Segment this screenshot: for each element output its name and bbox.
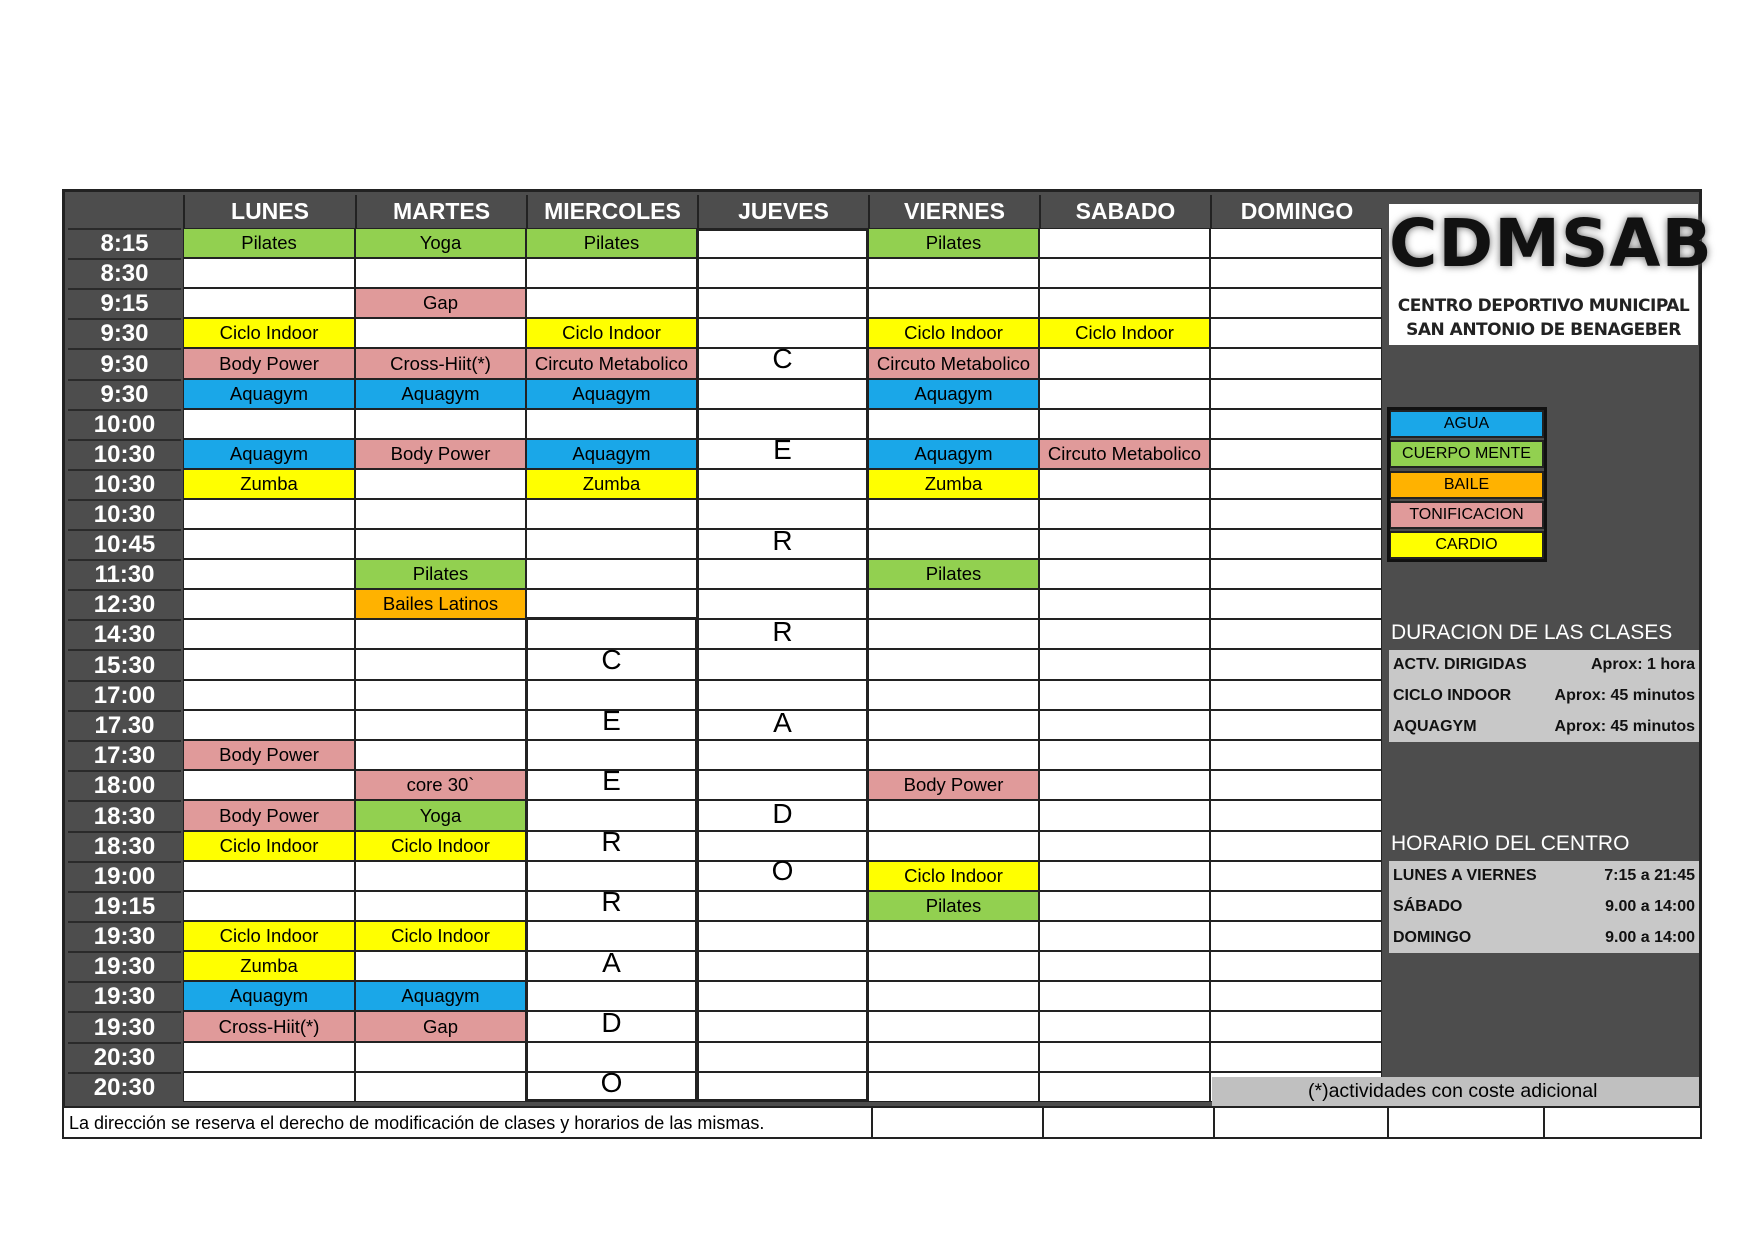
day-header-viernes: VIERNES bbox=[868, 195, 1039, 228]
empty-cell bbox=[1039, 288, 1210, 318]
empty-cell bbox=[1210, 1011, 1382, 1042]
empty-cell bbox=[355, 710, 526, 740]
empty-cell bbox=[868, 831, 1039, 861]
empty-cell bbox=[697, 258, 868, 288]
class-cell: Aquagym bbox=[355, 981, 526, 1011]
jueves-closed-letter: D bbox=[772, 798, 793, 829]
hours-title: HORARIO DEL CENTRO bbox=[1391, 832, 1630, 855]
empty-cell bbox=[355, 619, 526, 649]
empty-cell bbox=[1039, 589, 1210, 619]
time-label: 10:30 bbox=[68, 469, 181, 499]
empty-cell bbox=[183, 1072, 355, 1102]
empty-cell bbox=[697, 228, 868, 258]
empty-cell bbox=[868, 258, 1039, 288]
class-cell: Aquagym bbox=[526, 379, 697, 409]
duration-value: Aprox: 1 hora bbox=[1590, 656, 1695, 673]
empty-cell bbox=[1210, 228, 1382, 258]
class-cell: Ciclo Indoor bbox=[526, 318, 697, 348]
empty-cell bbox=[355, 1072, 526, 1102]
empty-cell bbox=[1039, 619, 1210, 649]
class-cell: Cross-Hiit(*) bbox=[355, 348, 526, 379]
time-label: 18:30 bbox=[68, 831, 181, 861]
class-cell: Aquagym bbox=[868, 439, 1039, 469]
empty-cell bbox=[697, 981, 868, 1011]
jueves-closed-letter: R bbox=[772, 525, 793, 556]
class-cell: Ciclo Indoor bbox=[183, 831, 355, 861]
empty-cell bbox=[183, 288, 355, 318]
empty-cell bbox=[1039, 921, 1210, 951]
empty-cell bbox=[183, 770, 355, 800]
hours-label: DOMINGO bbox=[1393, 929, 1472, 946]
jueves-closed-letter: E bbox=[773, 434, 792, 465]
empty-cell bbox=[355, 649, 526, 680]
empty-cell bbox=[1039, 469, 1210, 499]
class-cell: Aquagym bbox=[526, 439, 697, 469]
empty-cell bbox=[1210, 710, 1382, 740]
empty-cell bbox=[526, 258, 697, 288]
time-label: 8:30 bbox=[68, 258, 181, 288]
empty-cell bbox=[1039, 559, 1210, 589]
empty-cell bbox=[355, 318, 526, 348]
empty-cell bbox=[526, 529, 697, 559]
empty-cell bbox=[183, 409, 355, 439]
class-cell: Ciclo Indoor bbox=[355, 831, 526, 861]
empty-cell bbox=[1039, 831, 1210, 861]
empty-cell bbox=[526, 288, 697, 318]
class-cell: Ciclo Indoor bbox=[868, 318, 1039, 348]
empty-cell bbox=[1210, 921, 1382, 951]
footnote: (*)actividades con coste adicional bbox=[1212, 1077, 1699, 1106]
empty-cell bbox=[1039, 258, 1210, 288]
empty-cell bbox=[1210, 409, 1382, 439]
legend-agua: AGUA bbox=[1389, 410, 1544, 438]
empty-cell bbox=[1039, 409, 1210, 439]
miercoles-closed-letter: R bbox=[601, 826, 622, 857]
time-label: 10:45 bbox=[68, 529, 181, 559]
time-label: 12:30 bbox=[68, 589, 181, 619]
empty-cell bbox=[355, 680, 526, 710]
logo bbox=[1389, 204, 1713, 345]
duration-label: ACTV. DIRIGIDAS bbox=[1393, 656, 1527, 673]
hours-value: 7:15 a 21:45 bbox=[1604, 867, 1695, 884]
time-label: 9:30 bbox=[68, 318, 181, 348]
empty-cell bbox=[1039, 891, 1210, 921]
empty-cell bbox=[868, 288, 1039, 318]
empty-cell bbox=[1039, 348, 1210, 379]
class-cell: Zumba bbox=[183, 469, 355, 499]
empty-cell bbox=[1039, 228, 1210, 258]
class-cell: Zumba bbox=[526, 469, 697, 499]
empty-cell bbox=[697, 288, 868, 318]
empty-cell bbox=[697, 379, 868, 409]
hours-value: 9.00 a 14:00 bbox=[1605, 929, 1695, 946]
class-cell: core 30` bbox=[355, 770, 526, 800]
empty-cell bbox=[1210, 379, 1382, 409]
empty-cell bbox=[868, 951, 1039, 981]
class-cell: Pilates bbox=[526, 228, 697, 258]
empty-cell bbox=[1210, 891, 1382, 921]
empty-cell bbox=[1039, 800, 1210, 831]
empty-cell bbox=[868, 619, 1039, 649]
time-label: 9:30 bbox=[68, 348, 181, 379]
empty-cell bbox=[183, 891, 355, 921]
empty-cell bbox=[697, 770, 868, 800]
hours-row bbox=[1389, 892, 1699, 922]
empty-cell bbox=[1210, 469, 1382, 499]
time-label: 17:30 bbox=[68, 740, 181, 770]
duration-label: AQUAGYM bbox=[1393, 718, 1477, 735]
empty-cell bbox=[183, 649, 355, 680]
empty-cell bbox=[1210, 318, 1382, 348]
empty-cell bbox=[183, 619, 355, 649]
class-cell: Ciclo Indoor bbox=[183, 318, 355, 348]
time-label: 19:00 bbox=[68, 861, 181, 891]
legend-tonificacion: TONIFICACION bbox=[1389, 501, 1544, 529]
class-cell: Ciclo Indoor bbox=[183, 921, 355, 951]
hours-row bbox=[1389, 861, 1699, 891]
time-label: 19:30 bbox=[68, 951, 181, 981]
empty-cell bbox=[183, 499, 355, 529]
time-label: 20:30 bbox=[68, 1042, 181, 1072]
empty-cell bbox=[183, 861, 355, 891]
empty-cell bbox=[1210, 981, 1382, 1011]
bottom-divider bbox=[1543, 1108, 1545, 1137]
hours-block bbox=[1389, 861, 1699, 953]
class-cell: Ciclo Indoor bbox=[355, 921, 526, 951]
miercoles-closed-letter: D bbox=[601, 1007, 622, 1038]
time-label: 10:30 bbox=[68, 439, 181, 469]
empty-cell bbox=[1210, 800, 1382, 831]
miercoles-closed-letter: E bbox=[602, 705, 621, 736]
empty-cell bbox=[697, 921, 868, 951]
empty-cell bbox=[1210, 770, 1382, 800]
empty-cell bbox=[1210, 619, 1382, 649]
empty-cell bbox=[1039, 861, 1210, 891]
day-header-sabado: SABADO bbox=[1039, 195, 1210, 228]
empty-cell bbox=[355, 891, 526, 921]
bottom-divider bbox=[1042, 1108, 1044, 1137]
empty-cell bbox=[868, 740, 1039, 770]
empty-cell bbox=[697, 740, 868, 770]
empty-cell bbox=[183, 258, 355, 288]
duration-value: Aprox: 45 minutos bbox=[1554, 718, 1695, 735]
hours-row bbox=[1389, 923, 1699, 953]
empty-cell bbox=[868, 921, 1039, 951]
day-header-martes: MARTES bbox=[355, 195, 526, 228]
class-cell: Body Power bbox=[183, 348, 355, 379]
empty-cell bbox=[1210, 951, 1382, 981]
empty-cell bbox=[355, 951, 526, 981]
day-header-miercoles: MIERCOLES bbox=[526, 195, 697, 228]
time-label: 19:30 bbox=[68, 981, 181, 1011]
empty-cell bbox=[1210, 499, 1382, 529]
jueves-closed-letter: O bbox=[771, 855, 794, 886]
empty-cell bbox=[355, 1042, 526, 1072]
empty-cell bbox=[1210, 1042, 1382, 1072]
duration-row bbox=[1389, 712, 1699, 742]
empty-cell bbox=[183, 680, 355, 710]
empty-cell bbox=[183, 529, 355, 559]
empty-cell bbox=[868, 409, 1039, 439]
empty-cell bbox=[183, 559, 355, 589]
empty-cell bbox=[697, 1072, 868, 1102]
class-cell: Zumba bbox=[868, 469, 1039, 499]
empty-cell bbox=[1039, 740, 1210, 770]
empty-cell bbox=[183, 1042, 355, 1072]
empty-cell bbox=[868, 981, 1039, 1011]
duration-label: CICLO INDOOR bbox=[1393, 687, 1512, 704]
empty-cell bbox=[1039, 379, 1210, 409]
logo-title: CDMSAB bbox=[1389, 205, 1713, 282]
empty-cell bbox=[697, 589, 868, 619]
time-label: 14:30 bbox=[68, 619, 181, 649]
bottom-divider bbox=[1387, 1108, 1389, 1137]
empty-cell bbox=[355, 740, 526, 770]
empty-cell bbox=[868, 1011, 1039, 1042]
legend-cardio: CARDIO bbox=[1389, 531, 1544, 559]
class-cell: Pilates bbox=[183, 228, 355, 258]
time-label: 11:30 bbox=[68, 559, 181, 589]
empty-cell bbox=[697, 559, 868, 589]
class-cell: Circuto Metabolico bbox=[868, 348, 1039, 379]
empty-cell bbox=[868, 1072, 1039, 1102]
time-label: 19:15 bbox=[68, 891, 181, 921]
empty-cell bbox=[697, 649, 868, 680]
class-cell: Body Power bbox=[183, 740, 355, 770]
empty-cell bbox=[1210, 649, 1382, 680]
class-cell: Pilates bbox=[868, 559, 1039, 589]
duration-block bbox=[1389, 650, 1699, 742]
hours-value: 9.00 a 14:00 bbox=[1605, 898, 1695, 915]
empty-cell bbox=[1210, 529, 1382, 559]
class-cell: Zumba bbox=[183, 951, 355, 981]
empty-cell bbox=[1039, 680, 1210, 710]
empty-cell bbox=[526, 499, 697, 529]
class-cell: Body Power bbox=[868, 770, 1039, 800]
empty-cell bbox=[1039, 1042, 1210, 1072]
miercoles-closed-letter: E bbox=[602, 765, 621, 796]
day-header-jueves: JUEVES bbox=[697, 195, 868, 228]
empty-cell bbox=[1210, 740, 1382, 770]
legend-cuerpo-mente: CUERPO MENTE bbox=[1389, 440, 1544, 468]
day-header-lunes: LUNES bbox=[183, 195, 355, 228]
hours-label: LUNES A VIERNES bbox=[1393, 867, 1537, 884]
time-label: 10:00 bbox=[68, 409, 181, 439]
empty-cell bbox=[183, 589, 355, 619]
empty-cell bbox=[1039, 951, 1210, 981]
class-cell: Yoga bbox=[355, 228, 526, 258]
logo-subtitle-line1: CENTRO DEPORTIVO MUNICIPAL bbox=[1397, 296, 1690, 316]
empty-cell bbox=[1210, 559, 1382, 589]
class-cell: Aquagym bbox=[183, 981, 355, 1011]
empty-cell bbox=[1039, 770, 1210, 800]
empty-cell bbox=[1039, 1072, 1210, 1102]
empty-cell bbox=[355, 258, 526, 288]
class-cell: Pilates bbox=[868, 228, 1039, 258]
class-cell: Gap bbox=[355, 1011, 526, 1042]
disclaimer: La dirección se reserva el derecho de modificación de clases y horarios de las mismas. bbox=[69, 1113, 765, 1133]
empty-cell bbox=[868, 800, 1039, 831]
time-label: 10:30 bbox=[68, 499, 181, 529]
duration-row bbox=[1389, 681, 1699, 711]
empty-cell bbox=[526, 559, 697, 589]
empty-cell bbox=[1210, 831, 1382, 861]
jueves-closed-letter: A bbox=[773, 707, 792, 738]
time-label: 8:15 bbox=[68, 228, 181, 258]
class-cell: Aquagym bbox=[355, 379, 526, 409]
empty-cell bbox=[1039, 529, 1210, 559]
bottom-divider bbox=[1213, 1108, 1215, 1137]
empty-cell bbox=[868, 1042, 1039, 1072]
empty-cell bbox=[355, 861, 526, 891]
time-label: 19:30 bbox=[68, 1011, 181, 1042]
time-label: 18:00 bbox=[68, 770, 181, 800]
legend-baile: BAILE bbox=[1389, 471, 1544, 499]
time-label: 18:30 bbox=[68, 800, 181, 831]
time-label: 17:00 bbox=[68, 680, 181, 710]
empty-cell bbox=[697, 469, 868, 499]
bottom-divider bbox=[871, 1108, 873, 1137]
empty-cell bbox=[1039, 649, 1210, 680]
time-label: 9:15 bbox=[68, 288, 181, 318]
duration-row bbox=[1389, 650, 1699, 680]
empty-cell bbox=[1210, 288, 1382, 318]
empty-cell bbox=[1210, 680, 1382, 710]
miercoles-closed-letter: O bbox=[600, 1067, 623, 1098]
empty-cell bbox=[697, 1011, 868, 1042]
empty-cell bbox=[1210, 258, 1382, 288]
empty-cell bbox=[697, 951, 868, 981]
miercoles-closed-letter: R bbox=[601, 886, 622, 917]
time-label: 17.30 bbox=[68, 710, 181, 740]
jueves-closed-letter: C bbox=[772, 343, 793, 374]
empty-cell bbox=[526, 409, 697, 439]
time-label: 19:30 bbox=[68, 921, 181, 951]
class-cell: Gap bbox=[355, 288, 526, 318]
class-cell: Circuto Metabolico bbox=[1039, 439, 1210, 469]
empty-cell bbox=[1039, 1011, 1210, 1042]
class-cell: Body Power bbox=[355, 439, 526, 469]
empty-cell bbox=[355, 469, 526, 499]
jueves-closed-letter: R bbox=[772, 616, 793, 647]
class-cell: Yoga bbox=[355, 800, 526, 831]
empty-cell bbox=[697, 891, 868, 921]
empty-cell bbox=[697, 680, 868, 710]
empty-cell bbox=[1210, 348, 1382, 379]
empty-cell bbox=[868, 710, 1039, 740]
empty-cell bbox=[868, 499, 1039, 529]
time-label: 20:30 bbox=[68, 1072, 181, 1102]
class-cell: Pilates bbox=[355, 559, 526, 589]
empty-cell bbox=[355, 409, 526, 439]
bottom-row bbox=[62, 1106, 1702, 1139]
class-cell: Ciclo Indoor bbox=[868, 861, 1039, 891]
logo-subtitle-line2: SAN ANTONIO DE BENAGEBER bbox=[1406, 320, 1681, 340]
class-cell: Aquagym bbox=[868, 379, 1039, 409]
empty-cell bbox=[868, 680, 1039, 710]
class-cell: Bailes Latinos bbox=[355, 589, 526, 619]
miercoles-closed-letter: C bbox=[601, 644, 622, 675]
class-cell: Aquagym bbox=[183, 379, 355, 409]
empty-cell bbox=[868, 649, 1039, 680]
empty-cell bbox=[1210, 589, 1382, 619]
empty-cell bbox=[1039, 710, 1210, 740]
duration-value: Aprox: 45 minutos bbox=[1554, 687, 1695, 704]
empty-cell bbox=[526, 589, 697, 619]
class-cell: Cross-Hiit(*) bbox=[183, 1011, 355, 1042]
empty-cell bbox=[697, 1042, 868, 1072]
empty-cell bbox=[355, 529, 526, 559]
hours-label: SÁBADO bbox=[1393, 898, 1463, 915]
empty-cell bbox=[1210, 439, 1382, 469]
empty-cell bbox=[355, 499, 526, 529]
class-cell: Ciclo Indoor bbox=[1039, 318, 1210, 348]
empty-cell bbox=[868, 529, 1039, 559]
duration-title: DURACION DE LAS CLASES bbox=[1391, 621, 1673, 644]
miercoles-closed-letter: A bbox=[602, 947, 621, 978]
class-cell: Body Power bbox=[183, 800, 355, 831]
class-cell: Pilates bbox=[868, 891, 1039, 921]
time-label: 9:30 bbox=[68, 379, 181, 409]
day-header-domingo: DOMINGO bbox=[1210, 195, 1382, 228]
class-cell: Aquagym bbox=[183, 439, 355, 469]
time-label: 15:30 bbox=[68, 649, 181, 680]
class-cell: Circuto Metabolico bbox=[526, 348, 697, 379]
empty-cell bbox=[1039, 499, 1210, 529]
empty-cell bbox=[1039, 981, 1210, 1011]
empty-cell bbox=[183, 710, 355, 740]
empty-cell bbox=[1210, 861, 1382, 891]
empty-cell bbox=[868, 589, 1039, 619]
